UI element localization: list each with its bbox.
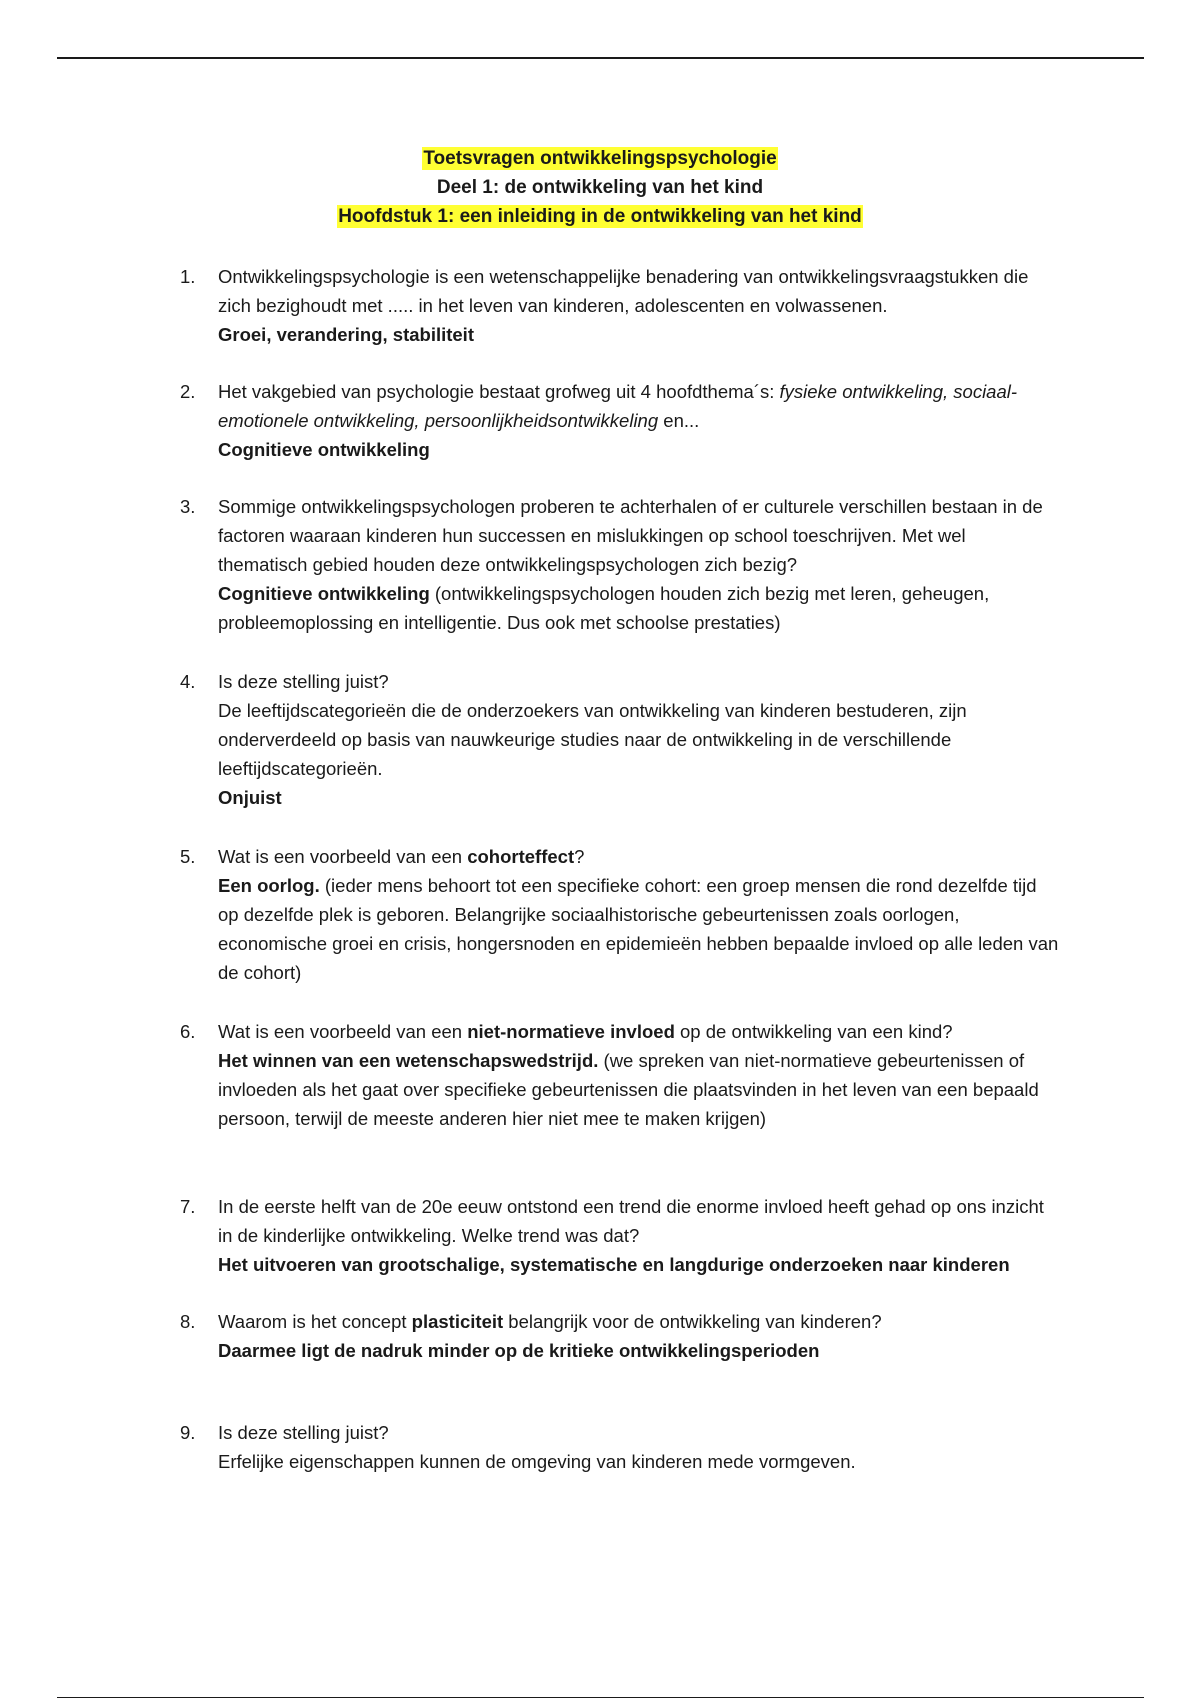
answer-block <box>218 1046 1060 1133</box>
answer: Cognitieve ontwikkeling <box>218 439 430 460</box>
question-text-part: en... <box>658 410 700 431</box>
statement-text: De leeftijdscategorieën die de onderzoekers van ontwikkeling van kinderen bestuderen, zijn onderverdeeld op basis van nauwkeurige studies naar de ontwikkeling in de verschillende leeftijdscategorieën. <box>218 700 967 779</box>
question-text-bold: cohorteffect <box>467 846 575 867</box>
answer-block <box>218 871 1060 987</box>
question-text: Is deze stelling juist? <box>218 1422 389 1443</box>
answer: Groei, verandering, stabiliteit <box>218 324 474 345</box>
question-text-italic: fysieke ontwikkeling, sociaal-emotionele ontwikkeling, persoonlijkheidsontwikkeling <box>218 381 1018 431</box>
question-text-bold: plasticiteit <box>411 1311 504 1332</box>
question-text-bold: niet-normatieve invloed <box>467 1021 675 1042</box>
question-6 <box>180 1017 1060 1133</box>
question-text-part: belangrijk voor de ontwikkeling van kinderen? <box>503 1311 882 1332</box>
document-header <box>0 144 1200 231</box>
question-4 <box>180 667 1060 812</box>
question-9 <box>180 1418 1060 1476</box>
question-number: 5. <box>180 846 196 867</box>
question-number: 9. <box>180 1422 196 1443</box>
question-text-part: Wat is een voorbeeld van een <box>218 846 468 867</box>
question-number: 1. <box>180 266 196 287</box>
question-7 <box>180 1192 1060 1279</box>
question-text <box>218 842 1060 871</box>
question-8 <box>180 1307 1060 1365</box>
answer-explanation: (we spreken van niet-normatieve gebeurtenissen of invloeden als het gaat over specifieke gebeurtenissen die plaatsvinden in het leven van een bepaald persoon, terwijl de meeste anderen hier niet mee te maken krijgen) <box>218 1050 1039 1129</box>
question-text: Is deze stelling juist? <box>218 671 389 692</box>
question-text: Ontwikkelingspsychologie is een wetenschappelijke benadering van ontwikkelingsvraagstukken die zich bezighoudt met ..... in het leven van kinderen, adolescenten en volwassenen. <box>218 266 1029 316</box>
top-rule <box>57 57 1144 59</box>
question-2 <box>180 377 1060 464</box>
question-text: In de eerste helft van de 20e eeuw ontstond een trend die enorme invloed heeft gehad op ons inzicht in de kinderlijke ontwikkeling. Welke trend was dat? <box>218 1196 1044 1246</box>
document-title: Toetsvragen ontwikkelingspsychologie <box>423 148 777 169</box>
question-text-part: ? <box>574 846 585 867</box>
bottom-rule <box>57 1697 1144 1698</box>
question-text-part: op de ontwikkeling van een kind? <box>674 1021 953 1042</box>
question-number: 8. <box>180 1311 196 1332</box>
question-number: 6. <box>180 1021 196 1042</box>
question-number: 7. <box>180 1196 196 1217</box>
question-text: Sommige ontwikkelingspsychologen proberen te achterhalen of er culturele verschillen bestaan in de factoren waaraan kinderen hun successen en mislukkingen op school toeschrijven. Met wel thematisch gebied houden deze ontwikkelingspsychologen zich bezig? <box>218 496 1043 575</box>
answer: Een oorlog. <box>218 875 320 896</box>
answer: Het uitvoeren van grootschalige, systematische en langdurige onderzoeken naar kinderen <box>218 1254 1010 1275</box>
question-text-part: Wat is een voorbeeld van een <box>218 1021 468 1042</box>
answer-explanation: (ontwikkelingspsychologen houden zich bezig met leren, geheugen, probleemoplossing en intelligentie. Dus ook met schoolse prestaties) <box>218 583 990 633</box>
question-text-part: Het vakgebied van psychologie bestaat grofweg uit 4 hoofdthema´s: <box>218 381 780 402</box>
chapter-title: Hoofdstuk 1: een inleiding in de ontwikkeling van het kind <box>338 206 862 227</box>
answer-explanation: (ieder mens behoort tot een specifieke cohort: een groep mensen die rond dezelfde tijd op dezelfde plek is geboren. Belangrijke sociaalhistorische gebeurtenissen zoals oorlogen, economische groei en crisis, hongersnoden en epidemieën hebben bepaalde invloed op alle leden van de cohort) <box>218 875 1059 983</box>
question-text <box>218 377 1060 435</box>
statement-text: Erfelijke eigenschappen kunnen de omgeving van kinderen mede vormgeven. <box>218 1451 856 1472</box>
question-text-part: Waarom is het concept <box>218 1311 412 1332</box>
answer: Het winnen van een wetenschapswedstrijd. <box>218 1050 599 1071</box>
question-5 <box>180 842 1060 987</box>
answer-block <box>218 579 1060 637</box>
question-3 <box>180 492 1060 637</box>
answer: Daarmee ligt de nadruk minder op de kritieke ontwikkelingsperioden <box>218 1340 820 1361</box>
question-number: 2. <box>180 381 196 402</box>
answer: Onjuist <box>218 787 282 808</box>
question-text <box>218 1307 1060 1336</box>
question-text <box>218 1017 1060 1046</box>
part-title: Deel 1: de ontwikkeling van het kind <box>436 177 764 198</box>
question-1 <box>180 262 1060 349</box>
answer: Cognitieve ontwikkeling <box>218 583 430 604</box>
question-number: 3. <box>180 496 196 517</box>
question-number: 4. <box>180 671 196 692</box>
